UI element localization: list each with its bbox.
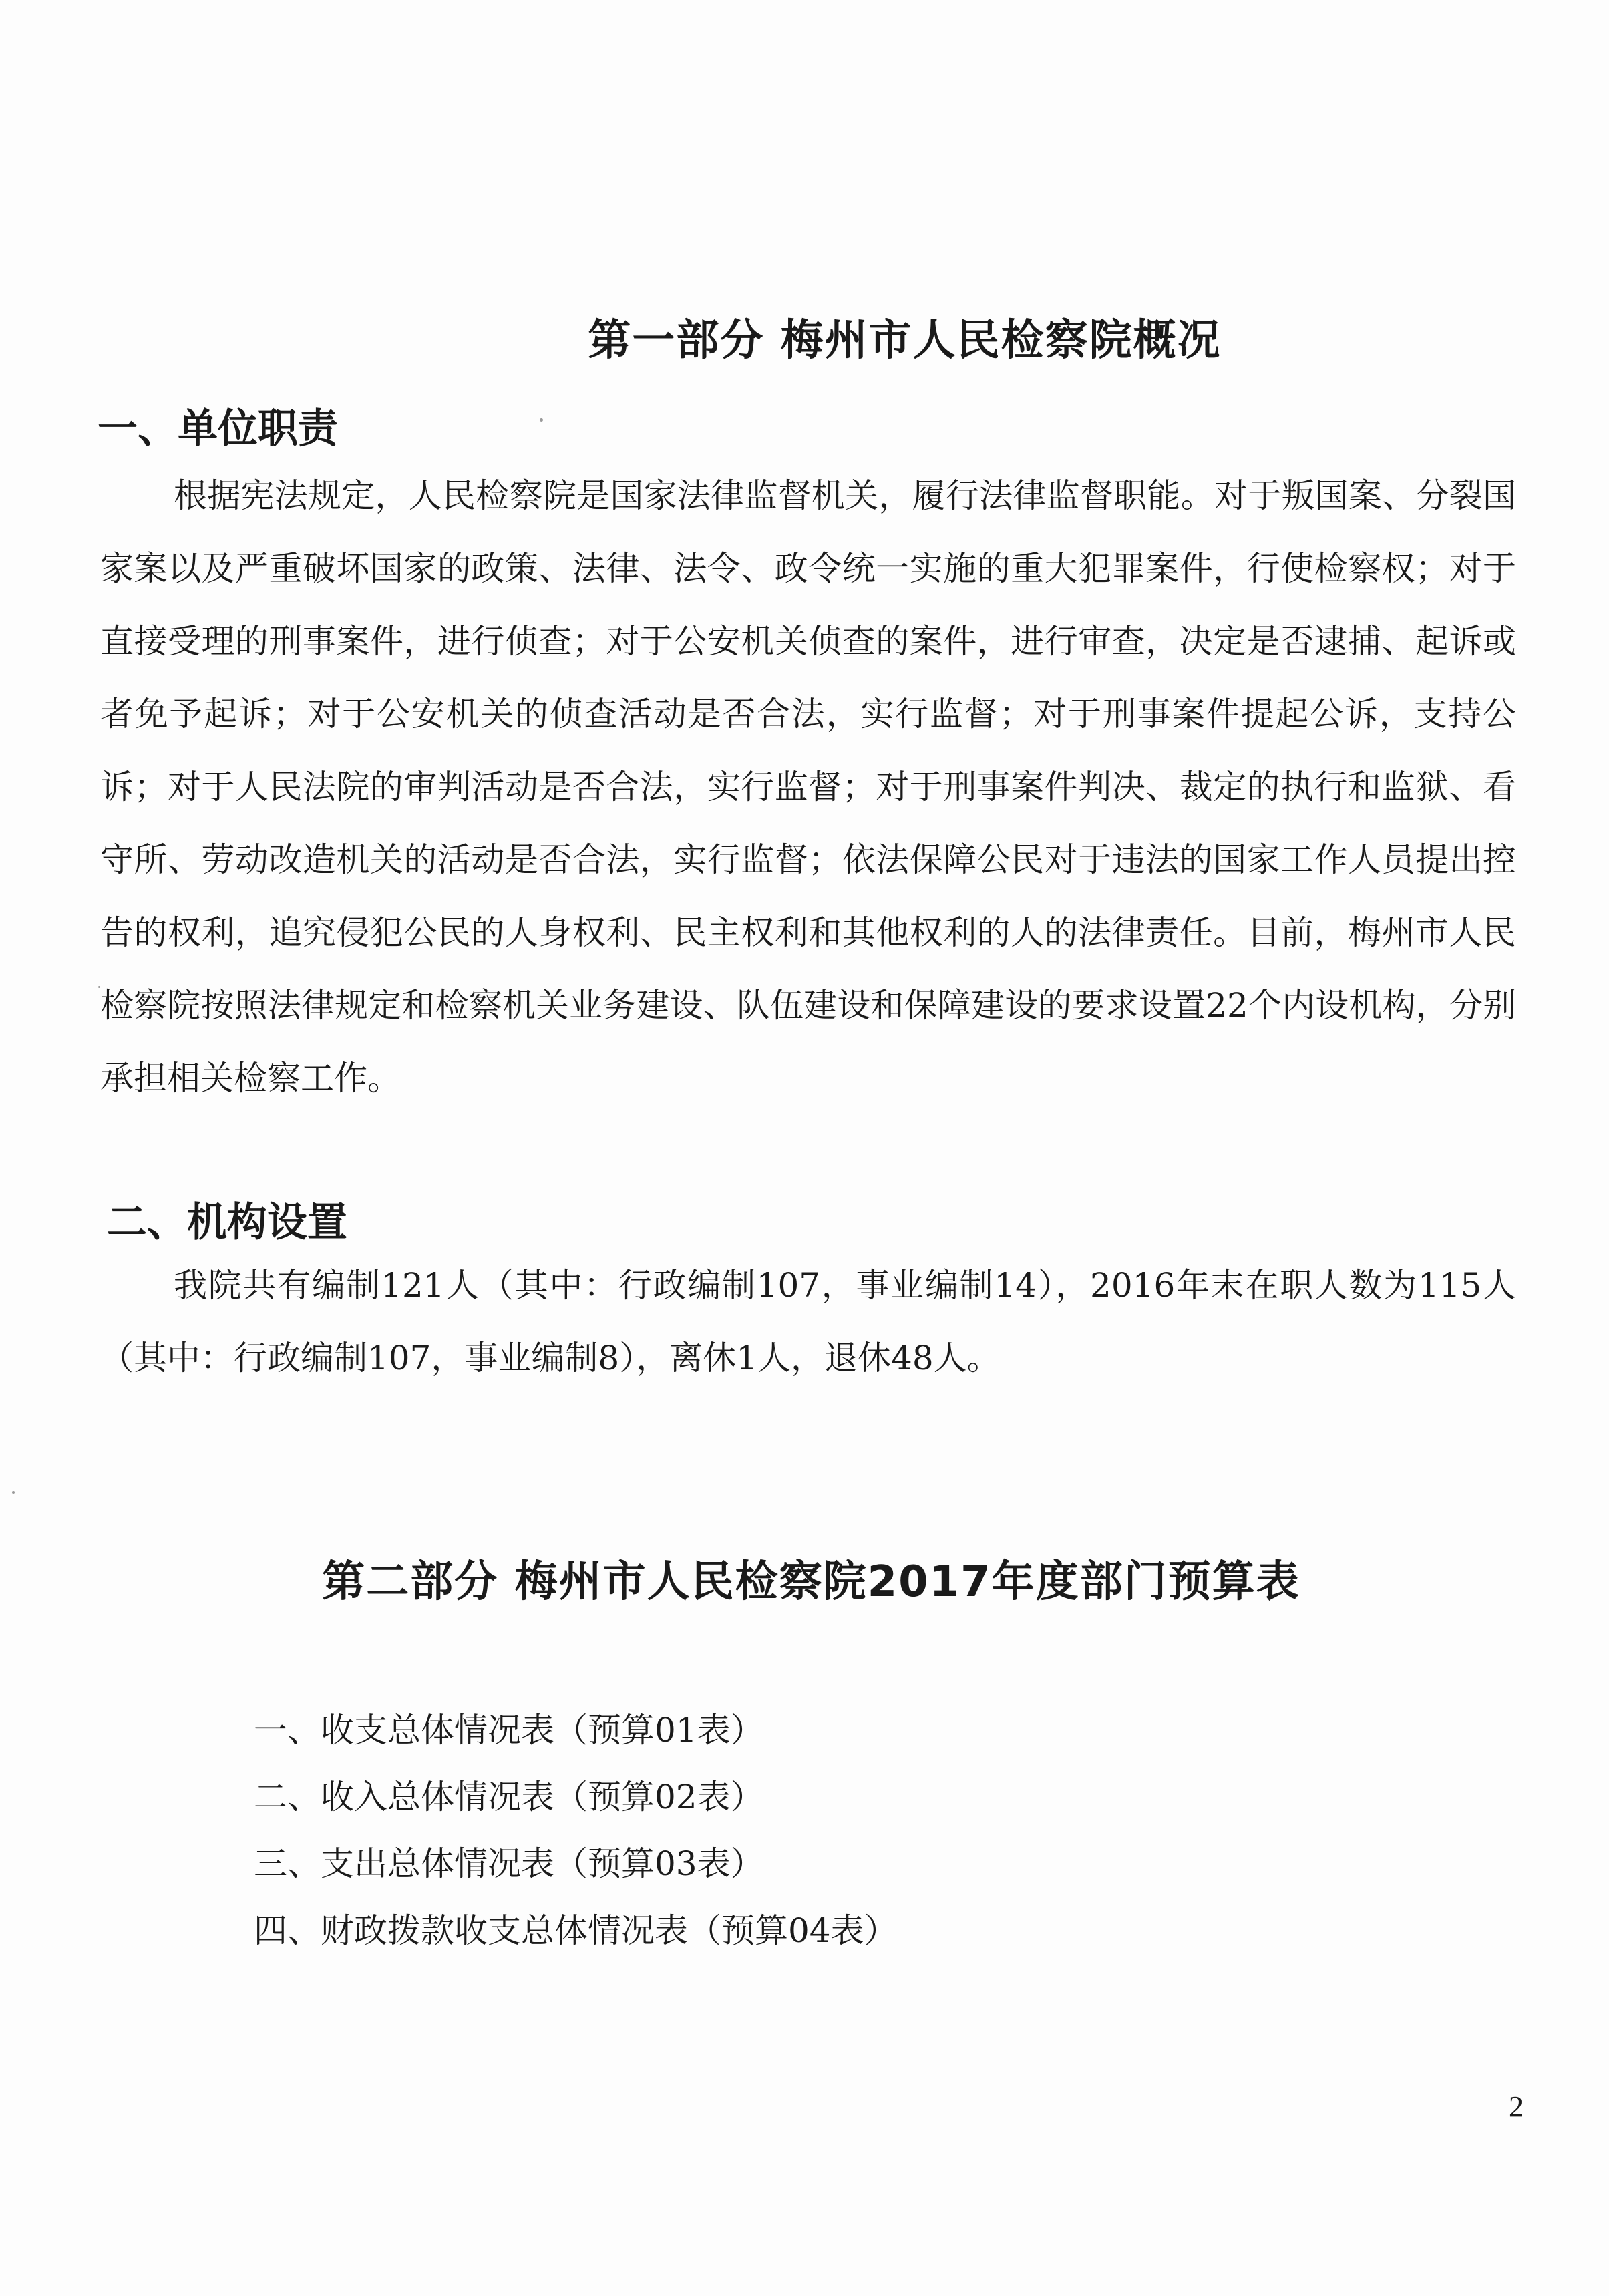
budget-table-item: 二、收入总体情况表（预算02表） xyxy=(254,1778,764,1816)
budget-table-item: 三、支出总体情况表（预算03表） xyxy=(254,1844,764,1883)
section2-paragraph: 我院共有编制121人（其中：行政编制107，事业编制14），2016年末在职人数为115人（其中：行政编制107，事业编制8），离休1人，退休48人。 xyxy=(100,1266,1516,1377)
budget-table-list xyxy=(254,1697,898,1964)
part2-title: 第二部分 梅州市人民检察院2017年度部门预算表 xyxy=(322,1557,1300,1607)
page-number: 2 xyxy=(1509,2090,1524,2123)
section1-paragraph: 根据宪法规定，人民检察院是国家法律监督机关，履行法律监督职能。对于叛国案、分裂国家案以及严重破坏国家的政策、法律、法令、政令统一实施的重大犯罪案件，行使检察权；对于直接受理的刑事案件，进行侦查；对于公安机关侦查的案件，进行审查，决定是否逮捕、起诉或者免予起诉；对于公安机关的侦查活动是否合法，实行监督；对于刑事案件提起公诉，支持公诉；对于人民法院的审判活动是否合法，实行监督；对于刑事案件判决、裁定的执行和监狱、看守所、劳动改造机关的活动是否合法，实行监督；依法保障公民对于违法的国家工作人员提出控告的权利，追究侵犯公民的人身权利、民主权利和其他权利的人的法律责任。目前，梅州市人民检察院按照法律规定和检察机关业务建设、队伍建设和保障建设的要求设置22个内设机构，分别承担相关检察工作。 xyxy=(100,476,1516,1098)
scan-speck xyxy=(98,986,100,988)
section1-heading: 一、单位职责 xyxy=(98,405,338,452)
scan-speck xyxy=(12,1491,15,1494)
part1-title: 第一部分 梅州市人民检察院概况 xyxy=(588,316,1222,365)
budget-table-item: 一、收支总体情况表（预算01表） xyxy=(254,1711,764,1750)
budget-table-item: 四、财政拨款收支总体情况表（预算04表） xyxy=(254,1911,898,1950)
scan-speck xyxy=(540,418,543,422)
section2-heading: 二、机构设置 xyxy=(107,1199,347,1246)
